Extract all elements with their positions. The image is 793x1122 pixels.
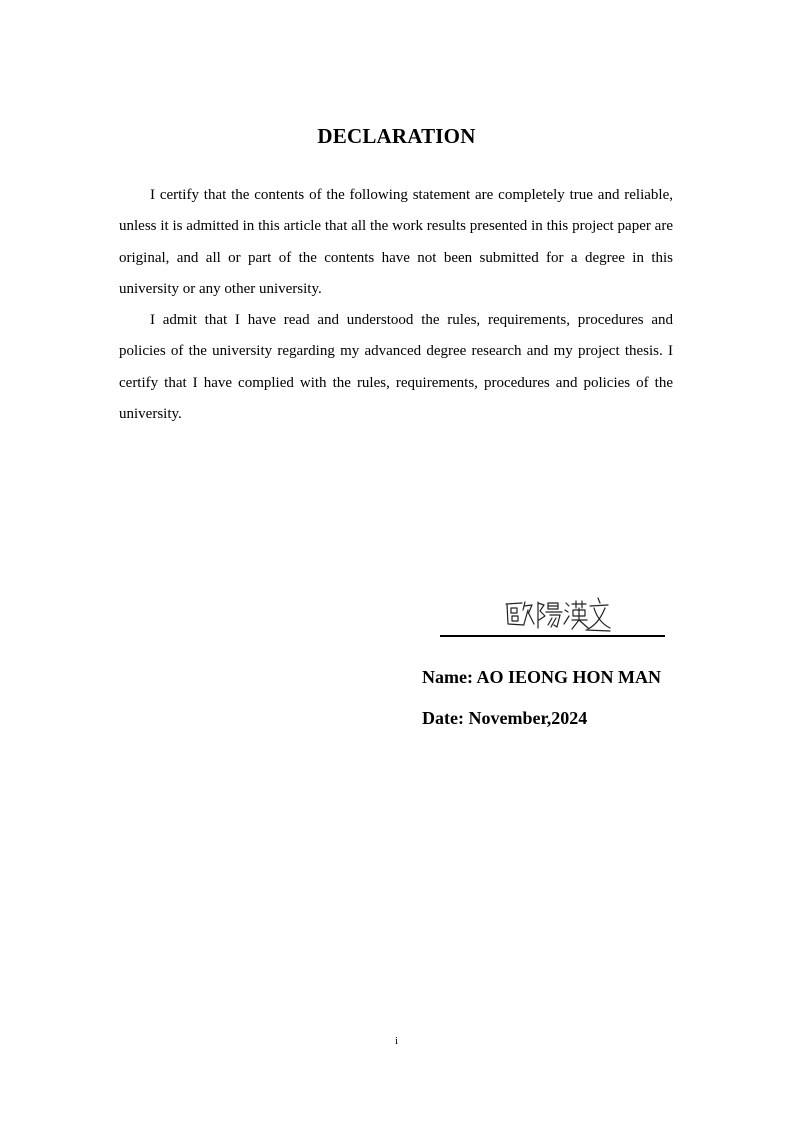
signatory-name: [422, 667, 661, 688]
signature-block: [440, 588, 665, 640]
declaration-body: [119, 180, 673, 430]
page-title: DECLARATION: [317, 124, 476, 148]
declaration-paragraph-2: I admit that I have read and understood the rules, requirements, procedures and policies of the university regarding my advanced degree research and my project thesis. I certify that I have complied with the rules, requirements, procedures and policies of the university.: [119, 312, 673, 423]
signature-line: [440, 635, 665, 637]
name-label: Name:: [422, 667, 473, 687]
signature-date: [422, 708, 587, 729]
date-label: Date:: [422, 708, 464, 728]
declaration-paragraph-1: I certify that the contents of the following statement are completely true and reliable, unless it is admitted in this article that all the work results presented in this project paper are original, and all or part of the contents have not been submitted for a degree in this university or any other university.: [119, 187, 673, 297]
date-value: November,2024: [468, 708, 588, 728]
name-value: AO IEONG HON MAN: [476, 667, 661, 687]
handwritten-signature: [502, 594, 612, 632]
page-number: i: [394, 1035, 399, 1047]
